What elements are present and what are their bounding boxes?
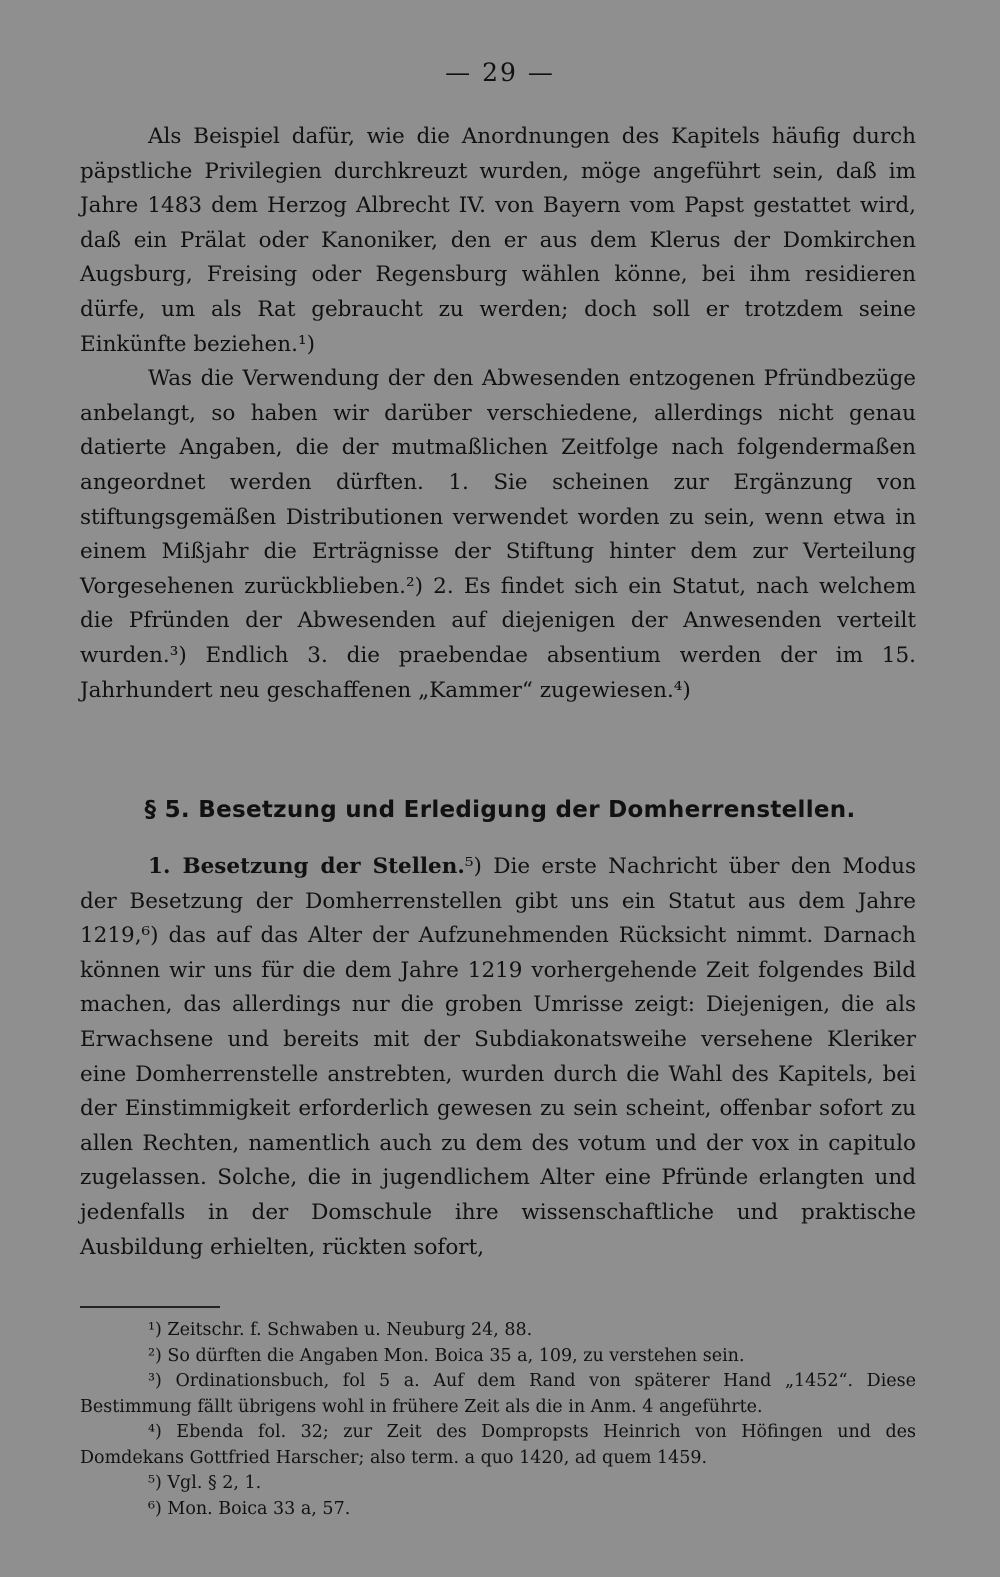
paragraph: Was die Verwendung der den Abwesenden entzogenen Pfründbezüge anbelangt, so haben wir darüber verschiedene, allerdings nicht genau datierte Angaben, die der mutmaßlichen Zeitfolge nach folgendermaßen angeordnet werden dürften. 1. Sie scheinen zur Ergänzung von stiftungsgemäßen Distributionen verwendet worden zu sein, wenn etwa in einem Mißjahr die Erträgnisse der Stiftung hinter dem zur Verteilung Vorgesehenen zurückblieben.²) 2. Es findet sich ein Statut, nach welchem die Pfründen der Abwesenden auf diejenigen der Anwesenden verteilt wurden.³) Endlich 3. die praebendae absentium werden der im 15. Jahrhundert neu geschaffenen „Kammer“ zugewiesen.⁴) [80, 366, 916, 703]
footnote: ⁴) Ebenda fol. 32; zur Zeit des Dompropsts Heinrich von Höfingen und des Domdekans Gottfried Harscher; also term. a quo 1420, ad quem 1459. [80, 1422, 916, 1468]
footnotes [80, 1318, 916, 1522]
footnote-reference: ⁵) [464, 854, 482, 879]
body-text-part1 [80, 120, 916, 708]
paragraph [80, 850, 916, 1265]
paragraph: Als Beispiel dafür, wie die Anordnungen des Kapitels häufig durch päpstliche Privilegien durchkreuzt wurden, möge angeführt sein, daß im Jahre 1483 dem Herzog Albrecht IV. von Bayern vom Papst gestattet wird, daß ein Prälat oder Kanoniker, den er aus dem Klerus der Domkirchen Augsburg, Freising oder Regensburg wählen könne, bei ihm residieren dürfe, um als Rat gebraucht zu werden; doch soll er trotzdem seine Einkünfte beziehen.¹) [80, 124, 916, 357]
page-number: — 29 — [445, 58, 555, 87]
paragraph-text: Die erste Nachricht über den Modus der Besetzung der Domherrenstellen gibt uns ein Statut aus dem Jahre 1219,⁶) das auf das Alter der Aufzunehmenden Rücksicht nimmt. Darnach können wir uns für die dem Jahre 1219 vorhergehende Zeit folgendes Bild machen, das allerdings nur die groben Umrisse zeigt: Diejenigen, die als Erwachsene und bereits mit der Subdiakonatsweihe versehene Kleriker eine Domherrenstelle anstrebten, wurden durch die Wahl des Kapitels, bei der Einstimmigkeit erforderlich gewesen zu sein scheint, offenbar sofort zu allen Rechten, namentlich auch zu dem des votum und der vox in capitulo zugelassen. Solche, die in jugendlichem Alter eine Pfründe erlangten und jedenfalls in der Domschule ihre wissenschaftliche und praktische Ausbildung erhielten, rückten sofort, [80, 854, 917, 1260]
footnote-divider [80, 1306, 220, 1308]
footnote: ⁶) Mon. Boica 33 a, 57. [148, 1498, 351, 1519]
footnote: ³) Ordinationsbuch, fol 5 a. Auf dem Rand von späterer Hand „1452“. Diese Bestimmung fällt übrigens wohl in frühere Zeit als die in Anm. 4 angeführte. [80, 1371, 916, 1417]
section-heading: § 5. Besetzung und Erledigung der Domherrenstellen. [144, 797, 856, 823]
footnote: ⁵) Vgl. § 2, 1. [148, 1473, 262, 1493]
body-text-part2 [80, 850, 916, 1265]
footnote: ²) So dürften die Angaben Mon. Boica 35 a, 109, zu verstehen sein. [148, 1345, 745, 1366]
subsection-label: 1. Besetzung der Stellen. [148, 854, 465, 879]
footnote: ¹) Zeitschr. f. Schwaben u. Neuburg 24, 88. [148, 1320, 533, 1340]
